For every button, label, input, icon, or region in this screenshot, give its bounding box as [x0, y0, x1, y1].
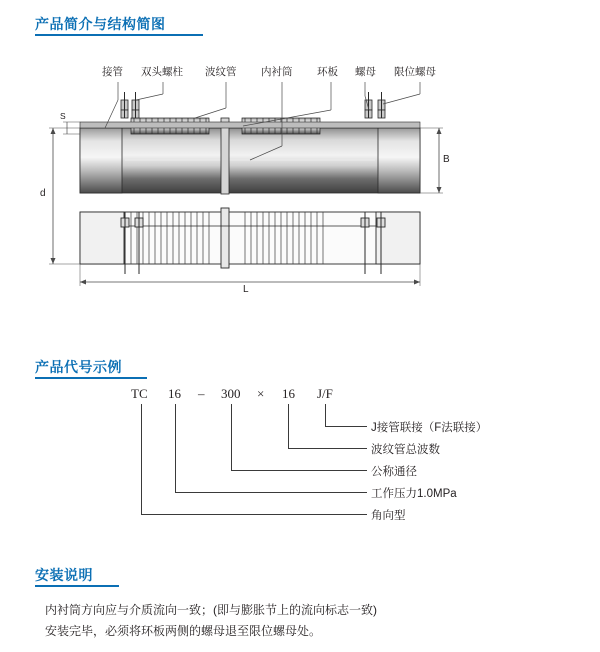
callout-label-nut: 螺母: [355, 66, 376, 78]
code-token-dash: –: [198, 386, 205, 401]
product-code-diagram: [35, 382, 565, 542]
code-token-times: ×: [257, 386, 265, 401]
code-desc-type: 角向型: [371, 510, 406, 522]
dimension-label-d: d: [40, 188, 46, 199]
callout-label-limit-nut: 限位螺母: [394, 66, 436, 78]
structure-diagram: [35, 60, 565, 295]
connector-line-tc: [141, 514, 367, 515]
leader-line-connection: [325, 404, 326, 426]
code-token-diameter: 300: [221, 386, 241, 401]
leader-line-pressure: [175, 404, 176, 492]
connector-line-pressure: [175, 492, 367, 493]
leader-line-waves: [288, 404, 289, 448]
structure-diagram-svg: [35, 60, 565, 295]
section-heading-intro: 产品简介与结构简图: [35, 16, 166, 32]
leader-line-tc: [141, 404, 142, 514]
code-desc-diameter: 公称通径: [371, 466, 417, 478]
section-heading-code: 产品代号示例: [35, 359, 122, 375]
section-heading-intro-underline: [35, 34, 203, 36]
connector-line-waves: [288, 448, 367, 449]
code-token-waves: 16: [282, 386, 295, 401]
dimension-label-s: S: [60, 111, 66, 121]
callout-label-double-stud: 双头螺柱: [141, 66, 183, 78]
callout-label-bellows: 波纹管: [205, 66, 237, 78]
callout-label-liner: 内衬筒: [261, 66, 293, 78]
section-heading-code-underline: [35, 377, 147, 379]
install-note-line-1: 内衬筒方向应与介质流向一致；(即与膨胀节上的流向标志一致): [45, 603, 377, 617]
connector-line-diameter: [231, 470, 367, 471]
dimension-label-b: B: [443, 154, 450, 165]
dimension-label-l: L: [243, 284, 249, 295]
section-heading-install: 安装说明: [35, 567, 93, 583]
section-heading-install-underline: [35, 585, 119, 587]
install-note-line-2: 安装完毕，必须将环板两侧的螺母退至限位螺母处。: [45, 624, 322, 638]
code-desc-waves: 波纹管总波数: [371, 444, 440, 456]
install-note: [45, 600, 565, 642]
code-token-tc: TC: [131, 386, 148, 401]
code-token-connection: J/F: [317, 386, 333, 401]
leader-line-diameter: [231, 404, 232, 470]
connector-line-connection: [325, 426, 367, 427]
callout-label-pipe: 接管: [102, 66, 123, 78]
code-desc-connection: J接管联接（F法联接）: [371, 422, 488, 434]
callout-label-ring-plate: 环板: [317, 66, 338, 78]
code-token-pressure: 16: [168, 386, 181, 401]
code-desc-pressure: 工作压力1.0MPa: [371, 488, 457, 500]
